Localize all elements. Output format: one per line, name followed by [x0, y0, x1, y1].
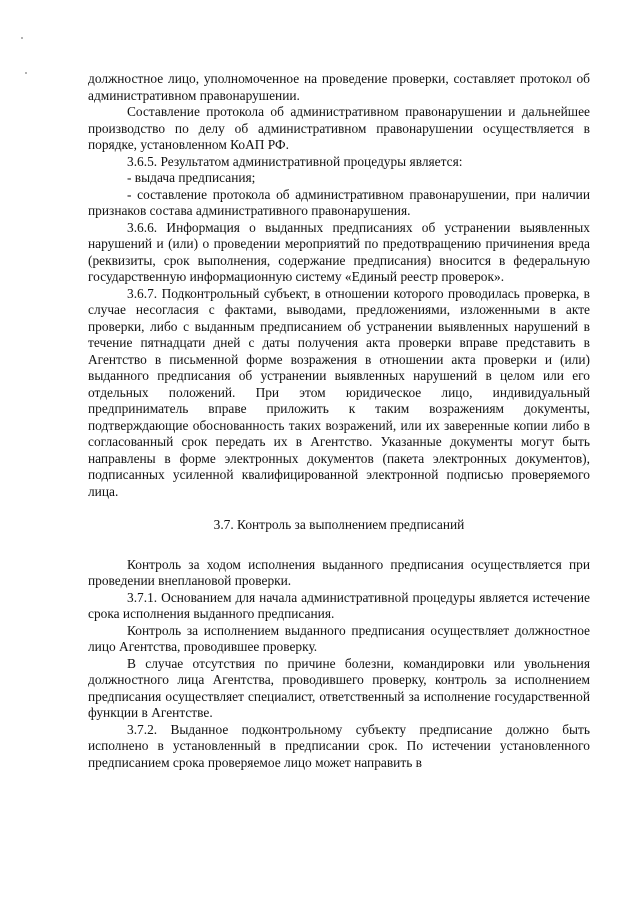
paragraph: 3.7.1. Основанием для начала административной процедуры является истечение срока исполнения выданного предписания.: [88, 589, 590, 621]
list-item: - выдача предписания;: [127, 170, 256, 185]
paragraph: должностное лицо, уполномоченное на проведение проверки, составляет протокол об административном правонарушении.: [88, 71, 590, 103]
paragraph: В случае отсутствия по причине болезни, командировки или увольнения должностного лица Агентства, проводившего проверку, контроль за исполнением предписания осуществляет специалист, ответственный за исполнение государственной функции в Агентстве.: [88, 655, 590, 720]
paragraph: 3.7.2. Выданное подконтрольному субъекту предписание должно быть исполнено в установленный в предписании срок. По истечении установленного предписанием срока проверяемое лицо может направить в: [88, 721, 590, 770]
section-heading: 3.7. Контроль за выполнением предписаний: [213, 517, 465, 532]
paragraph: 3.6.5. Результатом административной процедуры является:: [127, 153, 463, 169]
paragraph: 3.6.7. Подконтрольный субъект, в отношении которого проводилась проверка, в случае несогласия с фактами, выводами, предложениями, изложенными в акте проверки, либо с выданным предписанием об устранении выявленных нарушений в течение пятнадцати дней с даты получения акта проверки вправе представить в Агентство в письменной форме возражения в отношении акта проверки и (или) выданного предписания об устранении выявленных нарушений в целом или его отдельных положений. При этом юридическое лицо, индивидуальный предприниматель вправе приложить к таким возражениям документы, подтверждающие обоснованность таких возражений, или их заверенные копии либо в согласованный срок передать их в Агентство. Указанные документы могут быть направлены в форме электронных документов (пакета электронных документов), подписанных усиленной квалифицированной электронной подписью проверяемого лица.: [88, 285, 590, 499]
scan-speck: [21, 37, 23, 39]
paragraph: Контроль за ходом исполнения выданного предписания осуществляется при проведении внеплановой проверки.: [88, 556, 590, 588]
paragraph: Контроль за исполнением выданного предписания осуществляет должностное лицо Агентства, проводившее проверку.: [88, 622, 590, 654]
document-body: [88, 71, 590, 771]
scan-speck: [25, 72, 27, 74]
list-item: - составление протокола об административном правонарушении, при наличии признаков состава административного правонарушения.: [88, 186, 590, 218]
paragraph: Составление протокола об административном правонарушении и дальнейшее производство по делу об административном правонарушении осуществляется в порядке, установленном КоАП РФ.: [88, 104, 590, 152]
paragraph: 3.6.6. Информация о выданных предписаниях об устранении выявленных нарушений и (или) о проведении мероприятий по предотвращению причинения вреда (реквизиты, срок выполнения, содержание предписания) вносится в федеральную государственную информационную систему «Единый реестр проверок».: [88, 219, 590, 284]
